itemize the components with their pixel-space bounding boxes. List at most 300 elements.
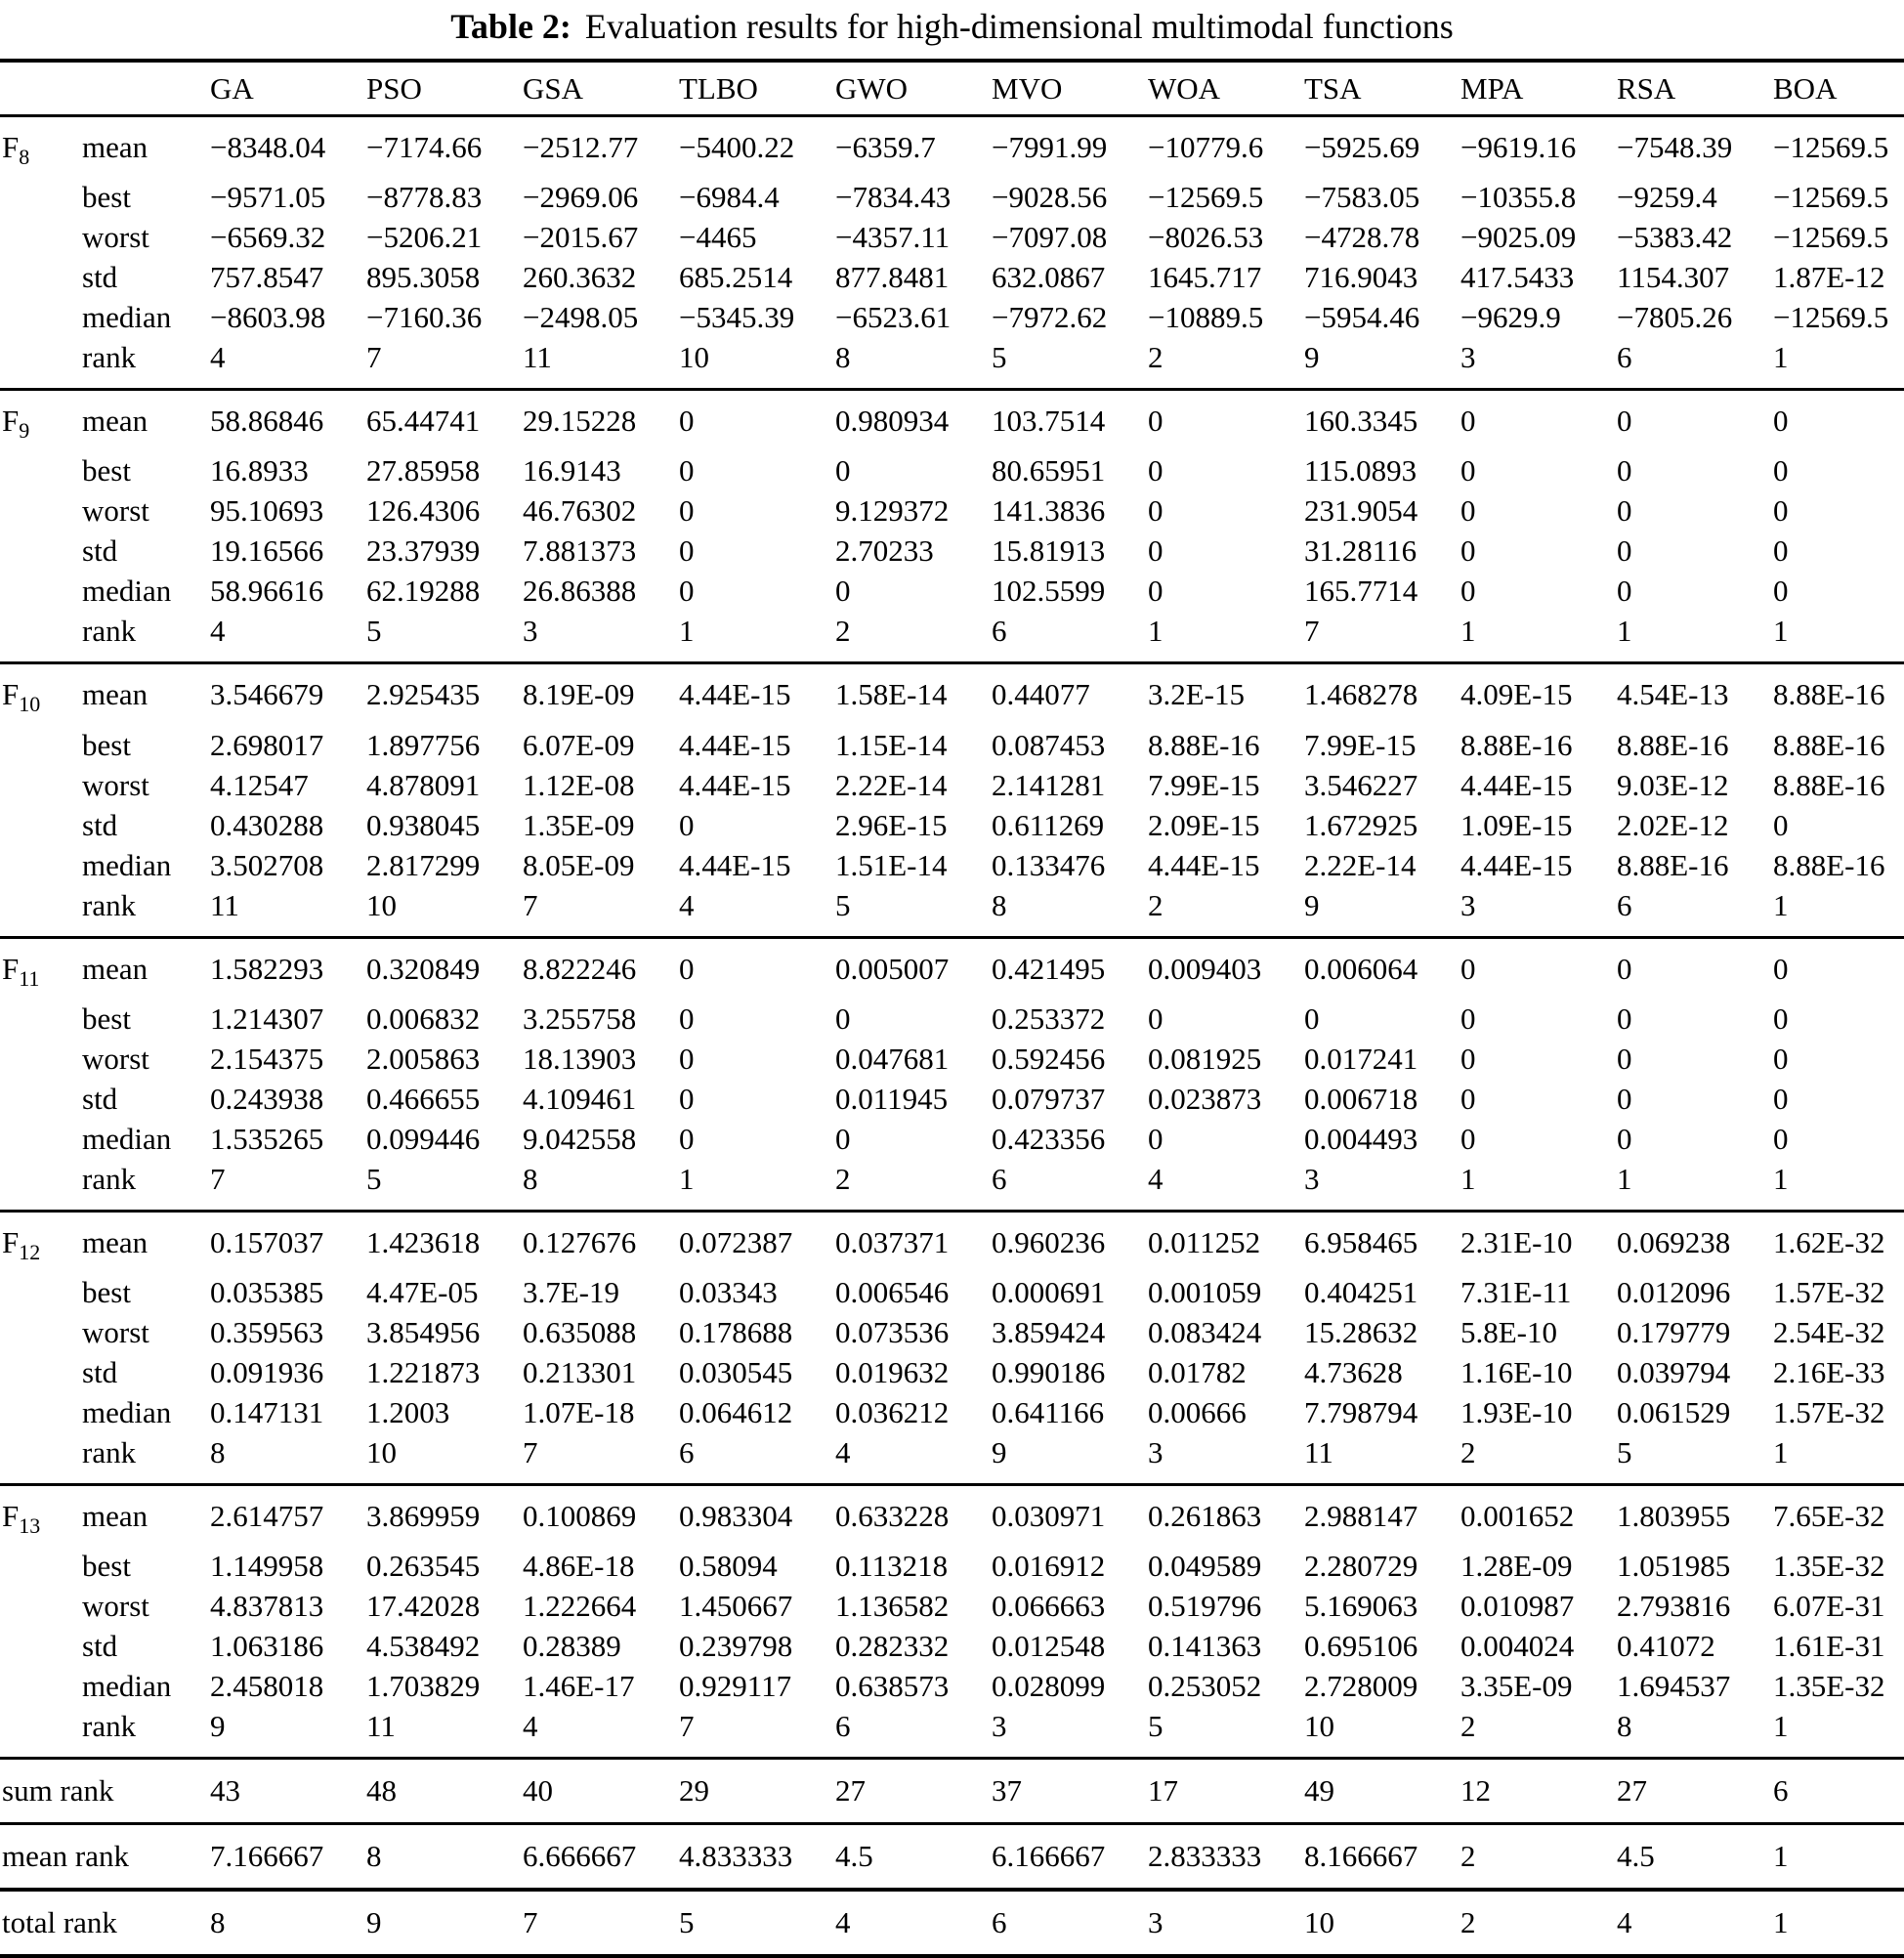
col-header-woa: WOA (1148, 61, 1304, 116)
value-cell: 716.9043 (1304, 260, 1418, 295)
value-cell: 0.430288 (210, 807, 324, 842)
value-cell: 0.006718 (1304, 1081, 1418, 1116)
value-cell: 0 (1148, 574, 1164, 609)
value-cell: 0.253052 (1148, 1669, 1262, 1704)
col-header-tlbo: TLBO (679, 61, 835, 116)
summary-label: mean rank (0, 1824, 210, 1891)
table-row (0, 1211, 1904, 1272)
value-cell: 2.154375 (210, 1041, 324, 1076)
value-cell: 8.88E-16 (1773, 767, 1885, 802)
value-cell: −2015.67 (523, 220, 639, 255)
value-cell: 3 (1148, 1434, 1164, 1469)
value-cell: 1 (1460, 1161, 1476, 1196)
value-cell: 0.421495 (992, 937, 1148, 999)
value-cell: 4.54E-13 (1617, 663, 1773, 725)
value-cell: 6.07E-09 (523, 727, 635, 762)
value-cell: 0.592456 (992, 1041, 1106, 1076)
value-cell: −9629.9 (1460, 300, 1561, 335)
value-cell: 0.03343 (679, 1274, 778, 1309)
value-cell: 2.793816 (1617, 1589, 1731, 1624)
value-cell: 6.666667 (523, 1824, 679, 1891)
table-row (0, 1392, 1904, 1432)
stat-label: median (82, 1394, 172, 1429)
value-cell: 4 (210, 614, 226, 649)
value-cell: 1.35E-32 (1773, 1669, 1885, 1704)
value-cell: 15.81913 (992, 533, 1106, 569)
value-cell: 8 (1617, 1709, 1632, 1744)
function-block-f12 (0, 1211, 1904, 1484)
value-cell: 7.798794 (1304, 1394, 1418, 1429)
value-cell: 0.061529 (1617, 1394, 1731, 1429)
value-cell: 0 (1773, 807, 1789, 842)
value-cell: 0.466655 (366, 1081, 481, 1116)
function-label (0, 1432, 82, 1485)
value-cell: 49 (1304, 1759, 1460, 1824)
value-cell: 0 (1773, 1081, 1789, 1116)
function-label (0, 297, 82, 337)
value-cell: 8.88E-16 (1148, 727, 1260, 762)
value-cell: 1.803955 (1617, 1484, 1773, 1546)
value-cell: −12569.5 (1773, 180, 1889, 215)
value-cell: 1.15E-14 (835, 727, 948, 762)
function-label: $F_8$ (2, 130, 30, 170)
table-row (0, 297, 1904, 337)
value-cell: −8348.04 (210, 130, 326, 164)
stat-label: std (82, 1629, 118, 1664)
value-cell: −10355.8 (1460, 180, 1577, 215)
value-cell: 1.672925 (1304, 807, 1418, 842)
value-cell: 6 (992, 1890, 1148, 1956)
value-cell: 1.28E-09 (1460, 1549, 1573, 1584)
value-cell: 0.423356 (992, 1121, 1106, 1156)
value-cell: 8.19E-09 (523, 663, 679, 725)
value-cell: 0 (1617, 1121, 1632, 1156)
table-row (0, 450, 1904, 490)
value-cell: −7160.36 (366, 300, 483, 335)
table-row (0, 805, 1904, 845)
value-cell: 0 (1773, 493, 1789, 529)
value-cell: −7834.43 (835, 180, 952, 215)
value-cell: −6523.61 (835, 300, 952, 335)
function-label (0, 1352, 82, 1392)
value-cell: 62.19288 (366, 574, 481, 609)
value-cell: 0 (1617, 453, 1632, 489)
value-cell: 1.468278 (1304, 663, 1460, 725)
col-header-ga: GA (210, 61, 366, 116)
summary-row (0, 1759, 1904, 1824)
value-cell: 0 (679, 937, 835, 999)
value-cell: 0.239798 (679, 1629, 793, 1664)
value-cell: 4.44E-15 (1148, 847, 1260, 882)
value-cell: 2.988147 (1304, 1484, 1460, 1546)
value-cell: 1.58E-14 (835, 663, 992, 725)
stat-label: worst (82, 767, 149, 802)
summary-label: total rank (0, 1890, 210, 1956)
value-cell: −6569.32 (210, 220, 326, 255)
value-cell: 0.010987 (1460, 1589, 1575, 1624)
value-cell: 1 (1773, 1161, 1789, 1196)
value-cell: 4 (523, 1709, 538, 1744)
value-cell: 11 (366, 1709, 396, 1744)
function-block-f11 (0, 937, 1904, 1211)
value-cell: 2.141281 (992, 767, 1106, 802)
value-cell: 48 (366, 1759, 523, 1824)
value-cell: 4.09E-15 (1460, 663, 1617, 725)
function-label (0, 1119, 82, 1159)
value-cell: 0 (1773, 390, 1904, 451)
value-cell: 65.44741 (366, 390, 523, 451)
value-cell: 2 (1460, 1434, 1476, 1469)
value-cell: 0.282332 (835, 1629, 950, 1664)
value-cell: 4.5 (1617, 1824, 1773, 1891)
value-cell: 3 (992, 1709, 1007, 1744)
value-cell: 7 (523, 1890, 679, 1956)
value-cell: 2.96E-15 (835, 807, 948, 842)
value-cell: 0.039794 (1617, 1354, 1731, 1389)
value-cell: 0 (1617, 1041, 1632, 1076)
value-cell: 10 (1304, 1890, 1460, 1956)
value-cell: 4.833333 (679, 1824, 835, 1891)
value-cell: 0.00666 (1148, 1394, 1247, 1429)
results-table (0, 59, 1904, 1958)
value-cell: 3.546227 (1304, 767, 1418, 802)
value-cell: 0.001059 (1148, 1274, 1262, 1309)
value-cell: 1.57E-32 (1773, 1274, 1885, 1309)
value-cell: 5 (835, 887, 851, 922)
table-row (0, 257, 1904, 297)
value-cell: 2.728009 (1304, 1669, 1418, 1704)
value-cell: 2 (1148, 340, 1164, 375)
stat-label: rank (82, 1709, 137, 1744)
value-cell: 27.85958 (366, 453, 481, 489)
value-cell: 0.320849 (366, 937, 523, 999)
value-cell: 0 (679, 1081, 695, 1116)
value-cell: 4.44E-15 (679, 663, 835, 725)
value-cell: 1154.307 (1617, 260, 1730, 295)
value-cell: 0.000691 (992, 1274, 1106, 1309)
value-cell: 0.611269 (992, 807, 1105, 842)
value-cell: 5 (366, 1161, 382, 1196)
table-row (0, 571, 1904, 611)
value-cell: 3.854956 (366, 1314, 481, 1349)
value-cell: 0.113218 (835, 1549, 949, 1584)
value-cell: 0.066663 (992, 1589, 1106, 1624)
function-block-f10 (0, 663, 1904, 937)
function-label (0, 1626, 82, 1666)
stat-label: median (82, 574, 172, 609)
value-cell: 5 (366, 614, 382, 649)
value-cell: 0.243938 (210, 1081, 324, 1116)
value-cell: 0.030545 (679, 1354, 793, 1389)
table-row (0, 1706, 1904, 1759)
value-cell: −12569.5 (1773, 300, 1889, 335)
value-cell: 632.0867 (992, 260, 1106, 295)
stat-label: best (82, 453, 131, 489)
value-cell: 0.019632 (835, 1354, 950, 1389)
value-cell: 3 (1148, 1890, 1304, 1956)
value-cell: 7 (523, 1434, 538, 1469)
value-cell: 16.8933 (210, 453, 309, 489)
function-label (0, 1666, 82, 1706)
table-row (0, 611, 1904, 663)
function-subscript: 8 (19, 145, 30, 170)
value-cell: 4.44E-15 (1460, 767, 1573, 802)
function-label (0, 765, 82, 805)
value-cell: 4 (835, 1890, 992, 1956)
value-cell: 102.5599 (992, 574, 1106, 609)
value-cell: 3.546679 (210, 663, 366, 725)
value-cell: 1.694537 (1617, 1669, 1731, 1704)
value-cell: −5206.21 (366, 220, 483, 255)
value-cell: 0 (679, 493, 695, 529)
table-row (0, 390, 1904, 451)
value-cell: 7.65E-32 (1773, 1484, 1904, 1546)
value-cell: 9 (992, 1434, 1007, 1469)
value-cell: 0 (1460, 533, 1476, 569)
value-cell: 0 (679, 1121, 695, 1156)
stat-label: median (82, 1121, 172, 1156)
value-cell: 4 (679, 887, 695, 922)
value-cell: 1.063186 (210, 1629, 324, 1664)
value-cell: 0.011945 (835, 1081, 949, 1116)
value-cell: 0 (1460, 574, 1476, 609)
value-cell: 1 (1773, 1709, 1789, 1744)
col-header-gwo: GWO (835, 61, 992, 116)
stat-label: std (82, 1354, 118, 1389)
value-cell: 0 (1460, 937, 1617, 999)
value-cell: 0.079737 (992, 1081, 1106, 1116)
value-cell: 9.03E-12 (1617, 767, 1729, 802)
value-cell: 0.016912 (992, 1549, 1106, 1584)
value-cell: 29.15228 (523, 390, 679, 451)
stat-label: worst (82, 1589, 149, 1624)
stat-label: best (82, 1549, 131, 1584)
value-cell: −7097.08 (992, 220, 1108, 255)
value-cell: 6.958465 (1304, 1211, 1460, 1272)
function-subscript: 10 (19, 692, 41, 717)
function-label (0, 1586, 82, 1626)
value-cell: 2.16E-33 (1773, 1354, 1885, 1389)
table-row (0, 999, 1904, 1039)
value-cell: 0.100869 (523, 1484, 679, 1546)
value-cell: 6 (992, 614, 1007, 649)
value-cell: 0 (1304, 1000, 1320, 1036)
function-label (0, 257, 82, 297)
stat-label: best (82, 1274, 131, 1309)
value-cell: 1 (1773, 614, 1789, 649)
value-cell: 0.099446 (366, 1121, 481, 1156)
value-cell: 8.166667 (1304, 1824, 1460, 1891)
value-cell: 0 (1148, 533, 1164, 569)
value-cell: −12569.5 (1148, 180, 1264, 215)
table-head (0, 61, 1904, 116)
value-cell: −4728.78 (1304, 220, 1420, 255)
value-cell: 0.147131 (210, 1394, 324, 1429)
value-cell: 8 (210, 1890, 366, 1956)
value-cell: 1.149958 (210, 1549, 324, 1584)
table-row (0, 663, 1904, 725)
value-cell: 685.2514 (679, 260, 793, 295)
value-cell: 1 (1460, 614, 1476, 649)
stat-label: mean (82, 1211, 210, 1272)
value-cell: 0.638573 (835, 1669, 950, 1704)
value-cell: 0.064612 (679, 1394, 793, 1429)
value-cell: 0.006064 (1304, 937, 1460, 999)
value-cell: −5925.69 (1304, 130, 1420, 164)
value-cell: 0.263545 (366, 1549, 481, 1584)
value-cell: 8.05E-09 (523, 847, 635, 882)
value-cell: 8.88E-16 (1617, 847, 1729, 882)
value-cell: 1.07E-18 (523, 1394, 635, 1429)
function-label (0, 1079, 82, 1119)
value-cell: 3 (1460, 887, 1476, 922)
value-cell: 2.280729 (1304, 1549, 1418, 1584)
value-cell: −9571.05 (210, 180, 326, 215)
stat-label: mean (82, 390, 210, 451)
value-cell: 6.07E-31 (1773, 1589, 1885, 1624)
function-label (0, 1039, 82, 1079)
value-cell: 0.41072 (1617, 1629, 1715, 1664)
stat-label: rank (82, 1434, 137, 1469)
value-cell: 5 (1617, 1434, 1632, 1469)
value-cell: 1 (1148, 614, 1164, 649)
stat-label: rank (82, 340, 137, 375)
value-cell: 0.011252 (1148, 1211, 1304, 1272)
value-cell: 6 (1617, 340, 1632, 375)
stat-label: median (82, 300, 172, 335)
table-row (0, 845, 1904, 885)
function-label (0, 805, 82, 845)
value-cell: 2.817299 (366, 847, 481, 882)
value-cell: 0 (835, 453, 851, 489)
value-cell: 0.261863 (1148, 1484, 1304, 1546)
value-cell: 103.7514 (992, 390, 1148, 451)
value-cell: 0.983304 (679, 1484, 835, 1546)
value-cell: 8.88E-16 (1617, 727, 1729, 762)
function-label (0, 1312, 82, 1352)
col-header-mpa: MPA (1460, 61, 1617, 116)
value-cell: 7.99E-15 (1148, 767, 1260, 802)
value-cell: 4.837813 (210, 1589, 324, 1624)
value-cell: 0.036212 (835, 1394, 950, 1429)
value-cell: 141.3836 (992, 493, 1106, 529)
value-cell: 27 (1617, 1759, 1773, 1824)
function-label: $F_{12}$ (0, 1211, 82, 1272)
value-cell: 0.012096 (1617, 1274, 1731, 1309)
value-cell: 3.869959 (366, 1484, 523, 1546)
value-cell: 8.88E-16 (1773, 727, 1885, 762)
value-cell: 0.58094 (679, 1549, 778, 1584)
value-cell: 5 (679, 1890, 835, 1956)
value-cell: 1.051985 (1617, 1549, 1731, 1584)
value-cell: 3.35E-09 (1460, 1669, 1573, 1704)
function-label (0, 217, 82, 257)
value-cell: 1.09E-15 (1460, 807, 1573, 842)
value-cell: 5 (992, 340, 1007, 375)
function-label (0, 1706, 82, 1759)
value-cell: 0.141363 (1148, 1629, 1262, 1664)
value-cell: 9.042558 (523, 1121, 637, 1156)
value-cell: 1 (1773, 340, 1789, 375)
value-cell: 1.221873 (366, 1354, 481, 1389)
table-row (0, 1272, 1904, 1312)
value-cell: 4.5 (835, 1824, 992, 1891)
value-cell: 1.12E-08 (523, 767, 635, 802)
function-label (0, 999, 82, 1039)
value-cell: 0 (1617, 574, 1632, 609)
value-cell: 1.46E-17 (523, 1669, 635, 1704)
stat-label: best (82, 727, 131, 762)
value-cell: 0.037371 (835, 1211, 992, 1272)
value-cell: 1 (679, 1161, 695, 1196)
value-cell: 12 (1460, 1759, 1617, 1824)
value-cell: 26.86388 (523, 574, 637, 609)
value-cell: 4.44E-15 (679, 847, 791, 882)
value-cell: 7 (1304, 614, 1320, 649)
value-cell: 58.86846 (210, 390, 366, 451)
table-row (0, 1039, 1904, 1079)
value-cell: 0 (679, 574, 695, 609)
value-cell: 7 (210, 1161, 226, 1196)
value-cell: 2.70233 (835, 533, 934, 569)
value-cell: −9259.4 (1617, 180, 1717, 215)
value-cell: 7.166667 (210, 1824, 366, 1891)
value-cell: 7.881373 (523, 533, 637, 569)
function-block-f8 (0, 116, 1904, 390)
value-cell: −9619.16 (1460, 130, 1577, 164)
value-cell: 0.030971 (992, 1484, 1148, 1546)
stat-label: std (82, 807, 118, 842)
function-label (0, 1392, 82, 1432)
function-label (0, 571, 82, 611)
value-cell: 58.96616 (210, 574, 324, 609)
value-cell: 877.8481 (835, 260, 950, 295)
value-cell: 6 (992, 1161, 1007, 1196)
value-cell: 4 (835, 1434, 851, 1469)
function-label: $F_{13}$ (0, 1484, 82, 1546)
stat-label: worst (82, 220, 149, 255)
stat-label: best (82, 1000, 131, 1036)
value-cell: −5954.46 (1304, 300, 1420, 335)
value-cell: 0.004493 (1304, 1121, 1418, 1156)
stat-label: worst (82, 1314, 149, 1349)
value-cell: 4.73628 (1304, 1354, 1403, 1389)
function-label (0, 531, 82, 571)
table-row (0, 1079, 1904, 1119)
value-cell: 0 (1460, 1000, 1476, 1036)
value-cell: 3.2E-15 (1148, 663, 1304, 725)
value-cell: 0 (1617, 390, 1773, 451)
value-cell: 0.133476 (992, 847, 1106, 882)
stat-label: std (82, 1081, 118, 1116)
value-cell: 0 (1148, 1000, 1164, 1036)
value-cell: 4 (1148, 1161, 1164, 1196)
summary-block-sum-rank (0, 1759, 1904, 1824)
value-cell: 0 (1460, 493, 1476, 529)
value-cell: 3 (1460, 340, 1476, 375)
function-block-f9 (0, 390, 1904, 663)
table-row (0, 490, 1904, 531)
value-cell: −7991.99 (992, 130, 1108, 164)
stat-label: mean (82, 663, 210, 725)
table-row (0, 1119, 1904, 1159)
value-cell: 1.51E-14 (835, 847, 948, 882)
value-cell: 11 (210, 887, 239, 922)
value-cell: 40 (523, 1759, 679, 1824)
value-cell: 1.214307 (210, 1000, 324, 1036)
value-cell: 3.502708 (210, 847, 324, 882)
value-cell: 0.157037 (210, 1211, 366, 1272)
